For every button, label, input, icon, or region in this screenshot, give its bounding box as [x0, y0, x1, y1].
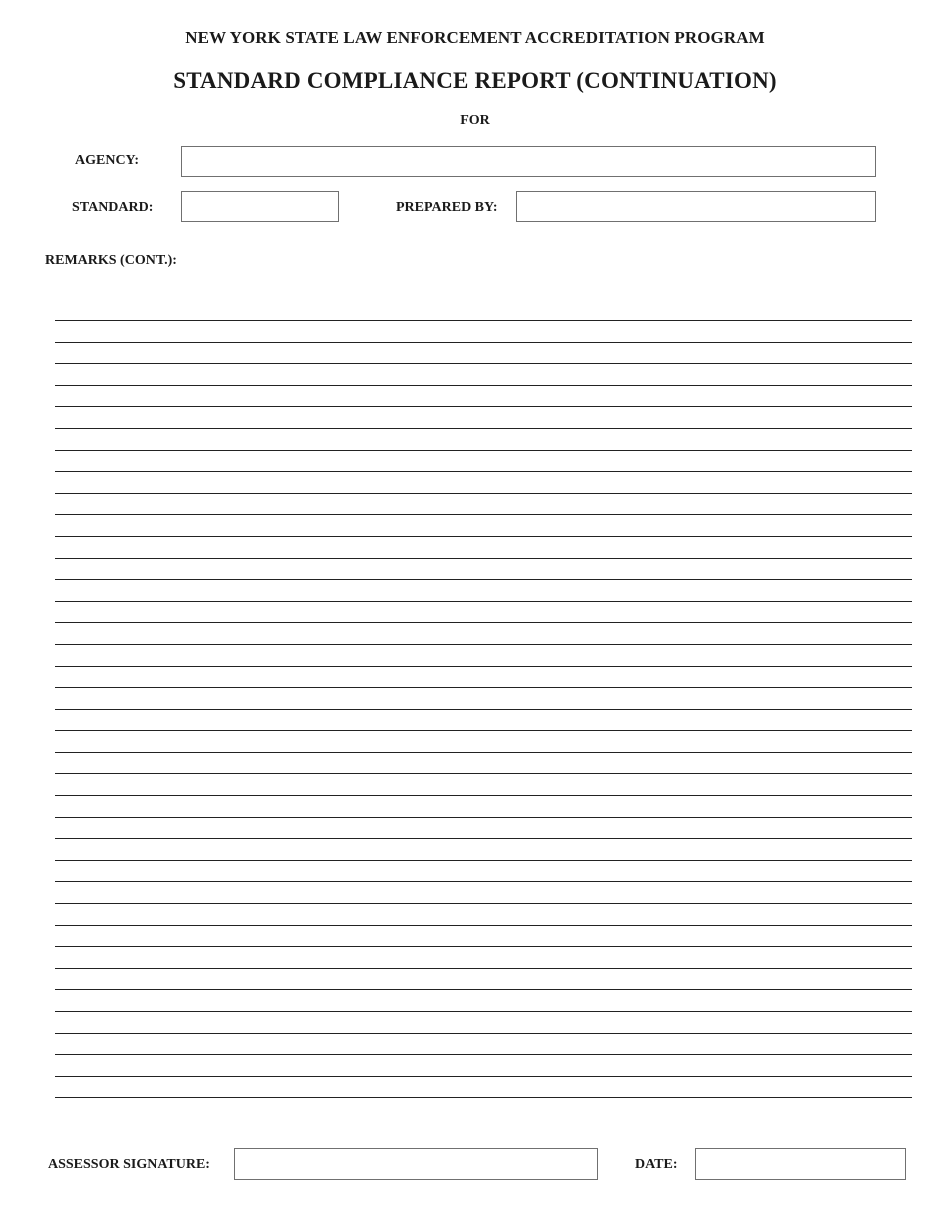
for-label: FOR [460, 113, 490, 128]
remarks-line[interactable] [55, 558, 912, 580]
remarks-line[interactable] [55, 946, 912, 968]
remarks-line[interactable] [55, 773, 912, 795]
remarks-line[interactable] [55, 536, 912, 558]
remarks-line[interactable] [55, 450, 912, 472]
remarks-line[interactable] [55, 514, 912, 536]
remarks-line[interactable] [55, 493, 912, 515]
remarks-line[interactable] [55, 644, 912, 666]
remarks-line[interactable] [55, 881, 912, 903]
report-title: STANDARD COMPLIANCE REPORT (CONTINUATION) [173, 68, 777, 93]
remarks-line[interactable] [55, 903, 912, 925]
remarks-line[interactable] [55, 817, 912, 839]
remarks-label: REMARKS (CONT.): [45, 253, 177, 268]
remarks-line[interactable] [55, 687, 912, 709]
agency-label: AGENCY: [75, 153, 140, 168]
remarks-lines[interactable] [55, 320, 912, 1098]
assessor-signature-label: ASSESSOR SIGNATURE: [48, 1157, 210, 1172]
remarks-line[interactable] [55, 1097, 912, 1098]
prepared-by-field[interactable] [516, 191, 876, 222]
remarks-line[interactable] [55, 989, 912, 1011]
remarks-line[interactable] [55, 709, 912, 731]
remarks-line[interactable] [55, 428, 912, 450]
remarks-line[interactable] [55, 925, 912, 947]
remarks-line[interactable] [55, 363, 912, 385]
prepared-by-label: PREPARED BY: [396, 200, 498, 215]
date-label: DATE: [635, 1157, 678, 1172]
date-field[interactable] [695, 1148, 906, 1180]
remarks-line[interactable] [55, 860, 912, 882]
remarks-line[interactable] [55, 385, 912, 407]
remarks-line[interactable] [55, 730, 912, 752]
remarks-line[interactable] [55, 622, 912, 644]
remarks-line[interactable] [55, 471, 912, 493]
remarks-line[interactable] [55, 1054, 912, 1076]
program-title: NEW YORK STATE LAW ENFORCEMENT ACCREDITATION PROGRAM [185, 28, 765, 47]
remarks-line[interactable] [55, 838, 912, 860]
agency-field[interactable] [181, 146, 876, 177]
remarks-line[interactable] [55, 795, 912, 817]
remarks-line[interactable] [55, 601, 912, 623]
remarks-line[interactable] [55, 1033, 912, 1055]
remarks-line[interactable] [55, 752, 912, 774]
assessor-signature-field[interactable] [234, 1148, 598, 1180]
remarks-line[interactable] [55, 1011, 912, 1033]
remarks-line[interactable] [55, 666, 912, 688]
remarks-line[interactable] [55, 342, 912, 364]
remarks-line[interactable] [55, 968, 912, 990]
remarks-line[interactable] [55, 579, 912, 601]
remarks-line[interactable] [55, 320, 912, 342]
remarks-line[interactable] [55, 406, 912, 428]
remarks-line[interactable] [55, 1076, 912, 1098]
standard-label: STANDARD: [72, 200, 154, 215]
standard-field[interactable] [181, 191, 339, 222]
